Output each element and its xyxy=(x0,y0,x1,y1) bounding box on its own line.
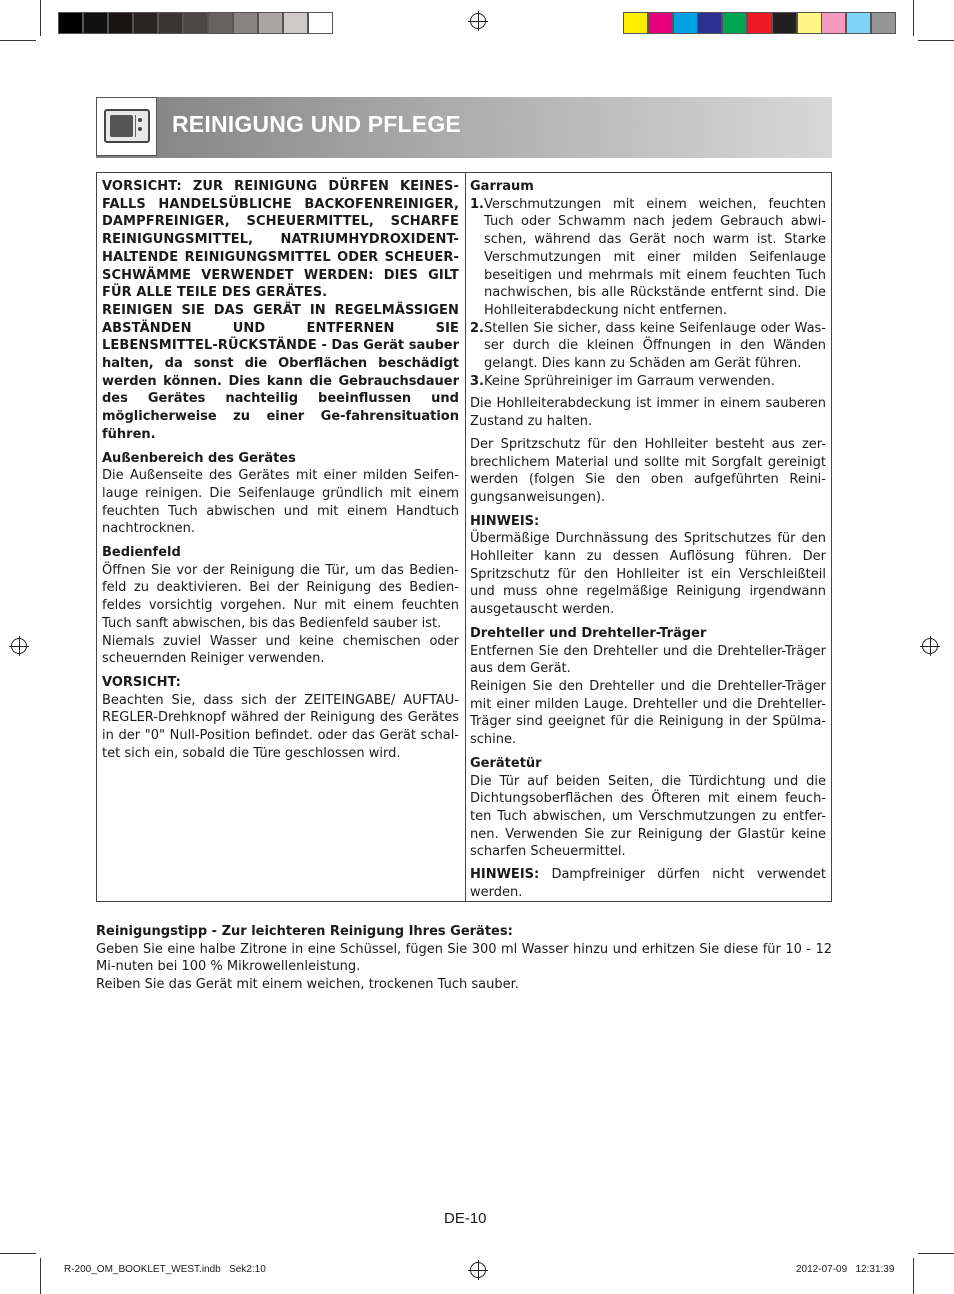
door-heading: Gerätetür xyxy=(470,755,542,771)
gray-swatch xyxy=(258,12,283,34)
turntable-text-1: Entfernen Sie den Drehteller und die Drehteller-Träger aus dem Gerät. xyxy=(470,643,826,677)
gray-swatch xyxy=(233,12,258,34)
color-swatch xyxy=(747,12,772,34)
panel-text-2: Niemals zuviel Wasser und keine chemischen oder scheuernden Reiniger verwenden. xyxy=(102,633,459,667)
registration-mark-left-icon xyxy=(11,638,27,654)
panel-text: Öffnen Sie vor der Reinigung die Tür, um das Bedien-feld zu deaktivieren. Bei der Reinigung des Bedien-feldes vorsichtig vorgehen. Nur mit einem feuchten Tuch sanft abwischen, bis das Bedienfeld sauber ist. xyxy=(102,562,459,631)
color-swatch xyxy=(772,12,797,34)
crop-mark-tr-h xyxy=(918,40,954,41)
panel-heading: Bedienfeld xyxy=(102,545,181,561)
color-swatch xyxy=(797,12,822,34)
gray-swatch xyxy=(83,12,108,34)
gray-swatch xyxy=(133,12,158,34)
color-swatch xyxy=(722,12,747,34)
page-number: DE-10 xyxy=(444,1210,487,1227)
caution-text: Beachten Sie, dass sich der ZEITEINGABE/ AUFTAU-REGLER-Drehknopf währed der Reinigung des Gerätes in der "0" Null-Position befindet. oder das Gerät schal-tet sich ein, sobald die Türe geschlossen wird. xyxy=(102,692,459,761)
note-text: Übermäßige Durchnässung des Spritschutzes für den Hohlleiter kann zu dessen Auflösung führen. Der Spritzschutz für den Hohlleiter ist ein Verschleißteil und muss ohne regelmäßige Reinigung irgendwann ausgetauscht werden. xyxy=(470,531,826,618)
gray-swatch xyxy=(158,12,183,34)
cavity-heading: Garraum xyxy=(470,179,534,194)
header-icon-box xyxy=(96,97,157,156)
list-item: 2. Stellen Sie sicher, dass keine Seifenlauge oder Was-ser durch die kleinen Öffnungen in den Wänden gelangt. Dies kann zu Schäden am Gerät führen. xyxy=(470,320,826,372)
cleaning-tip xyxy=(96,923,832,994)
turntable-heading: Drehteller und Drehteller-Träger xyxy=(470,625,707,641)
crop-mark-br-h xyxy=(918,1253,954,1254)
turntable-text-2: Reinigen Sie den Drehteller und die Drehteller-Träger mit einer milden Lauge. Drehteller und die Drehteller-Träger sind geeignet für die Reinigung in der Spülma-schine. xyxy=(470,678,826,748)
waveguide-text: Die Hohlleiterabdeckung ist immer in einem sauberen Zustand zu halten. xyxy=(470,396,826,430)
tip-line-1: Geben Sie eine halbe Zitrone in eine Schüssel, fügen Sie 300 ml Wasser hinzu und erhitzen Sie diese für 10 - 12 Mi-nuten bei 100 % Mikrowellenleistung. xyxy=(96,941,832,975)
outside-text: Die Außenseite des Gerätes mit einer milden Seifen-lauge reinigen. Die Seifenlauge gründlich mit einem feuchten Tuch abwischen und mit einem Handtuch nachtrocknen. xyxy=(102,468,459,537)
cavity-list xyxy=(470,196,826,391)
gray-swatch xyxy=(183,12,208,34)
color-swatch xyxy=(821,12,846,34)
page-title: REINIGUNG UND PFLEGE xyxy=(172,111,461,137)
registration-mark-bottom-icon xyxy=(470,1262,486,1278)
crop-mark-br-v xyxy=(913,1258,914,1294)
color-swatch xyxy=(846,12,871,34)
left-column xyxy=(102,178,459,763)
color-swatch xyxy=(648,12,673,34)
crop-mark-tr-v xyxy=(913,0,914,36)
gray-swatch xyxy=(208,12,233,34)
registration-mark-top-icon xyxy=(470,13,486,29)
list-item: 1. Verschmutzungen mit einem weichen, feuchten Tuch oder Schwamm nach jedem Gebrauch abwi-schen, während das Gerät noch warm ist. Starke Verschmutzungen mit einer milden Seifenlauge beseitigen und mehrmals mit einem feuchten Tuch nachwischen, bis alle Rückstände entfernt sind. Die Hohlleiterabdeckung nicht entfernen. xyxy=(470,196,826,318)
note-2: HINWEIS: Dampfreiniger dürfen nicht verwendet werden. xyxy=(470,867,826,900)
splash-text: Der Spritzschutz für den Hohlleiter besteht aus zer-brechlichem Material und sollte mit Sorgfalt gereinigt werden (folgen Sie den oben aufgeführten Reini-gungsanweisungen). xyxy=(470,436,826,505)
regular-cleaning-text: REINIGEN SIE DAS GERÄT IN REGELMÄSSIGEN ABSTÄNDEN UND ENTFERNEN SIE LEBENSMITTEL-RÜCKSTÄNDE - Das Gerät sauber halten, da sonst die Oberflächen beschädigt werden können. Dies kann die Gebrauchsdauer des Gerätes nachteilig beeinflussen und möglicherweise zu einer Ge-fahrensituation führen. xyxy=(102,302,459,442)
door-text: Die Tür auf beiden Seiten, die Türdichtung und die Dichtungsoberflächen des Öfteren mit einem feuch-ten Tuch abwischen, um Verschmutzungen zu entfer-nen. Verwenden Sie zur Reinigung der Glastür keine scharfen Scheuermittel. xyxy=(470,773,826,860)
tip-heading: Reinigungstipp - Zur leichteren Reinigung Ihres Gerätes: xyxy=(96,924,513,939)
color-swatch xyxy=(871,12,896,34)
gray-swatch xyxy=(58,12,83,34)
caution-heading: VORSICHT: xyxy=(102,674,181,690)
content-box xyxy=(96,172,832,902)
color-swatch xyxy=(697,12,722,34)
tip-line-2: Reiben Sie das Gerät mit einem weichen, trockenen Tuch sauber. xyxy=(96,977,519,993)
right-column xyxy=(470,178,826,901)
crop-mark-tl-v xyxy=(40,0,41,36)
microwave-icon xyxy=(104,109,150,143)
gray-swatch xyxy=(108,12,133,34)
section-header xyxy=(96,97,832,158)
outside-heading: Außenbereich des Gerätes xyxy=(102,450,296,466)
crop-mark-bl-h xyxy=(0,1253,36,1254)
footer-datetime: 2012-07-09 12:31:39 xyxy=(796,1264,895,1275)
gray-swatch xyxy=(283,12,308,34)
crop-mark-tl-h xyxy=(0,40,36,41)
crop-mark-bl-v xyxy=(40,1258,41,1294)
warning-text: VORSICHT: ZUR REINIGUNG DÜRFEN KEINES-FALLS HANDELSÜBLICHE BACKOFENREINIGER, DAMPFREINIGER, SCHEUERMITTEL, SCHARFE REINIGUNGSMITTEL, NATRIUMHYDROXIDENT-HALTENDE REINIGUNGSMITTEL ODER SCHEUER-SCHWÄMME VERWENDET WERDEN: DIES GILT FÜR ALLE TEILE DES GERÄTES. xyxy=(102,179,459,301)
column-divider xyxy=(465,173,466,901)
registration-mark-right-icon xyxy=(922,638,938,654)
footer-file: R-200_OM_BOOKLET_WEST.indb Sek2:10 xyxy=(64,1264,266,1275)
note-heading: HINWEIS: xyxy=(470,513,540,529)
list-item: 3. Keine Sprühreiniger im Garraum verwenden. xyxy=(470,373,775,389)
gray-swatch xyxy=(308,12,333,34)
color-swatch xyxy=(673,12,698,34)
color-swatch xyxy=(623,12,648,34)
